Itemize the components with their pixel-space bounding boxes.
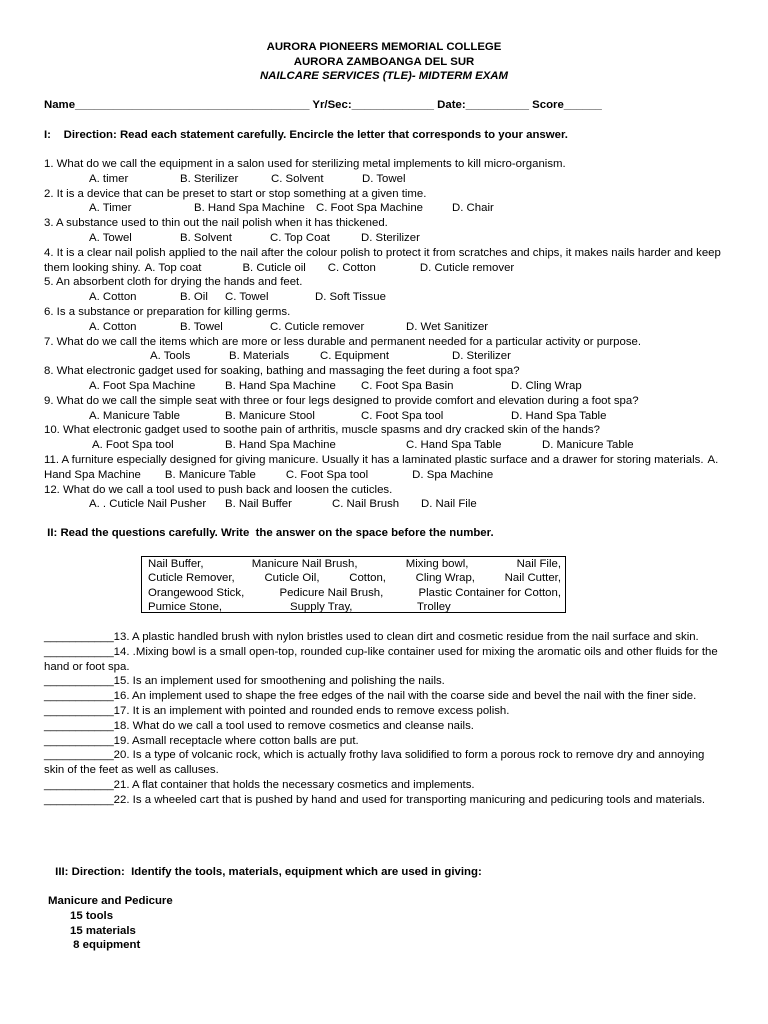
question-8-options [44, 379, 724, 394]
option: A. Timer [89, 202, 132, 215]
word-bank-item: Nail Buffer, [148, 558, 204, 570]
option: A. Cotton [89, 320, 137, 333]
fill-in-item-19: ___________19. Asmall receptacle where cotton balls are put. [44, 734, 359, 747]
option: B. Hand Spa Machine [225, 379, 336, 392]
option: A. Foot Spa tool [92, 439, 174, 452]
option: A. Cotton [89, 291, 137, 304]
question-12-options [44, 497, 724, 512]
option: A. . Cuticle Nail Pusher [89, 498, 207, 511]
part3-list-item: 15 tools [70, 909, 114, 922]
option: A. timer [89, 172, 129, 185]
question-12: 12. What do we call a tool used to push back and loosen the cuticles. [44, 483, 393, 496]
option: C. Foot Spa tool [361, 409, 444, 422]
question-8: 8. What electronic gadget used for soaking, bathing and massaging the feet during a foot spa? [44, 365, 520, 378]
part2-direction: II: Read the questions carefully. Write the answer on the space before the number. [44, 527, 494, 539]
option: D. Towel [362, 172, 406, 185]
fill-in-item-18: ___________18. What do we call a tool used to remove cosmetics and cleanse nails. [44, 719, 474, 732]
option: B. Nail Buffer [225, 498, 292, 511]
option: B. Oil [180, 291, 208, 304]
option: D. Manicure Table [542, 439, 634, 452]
question-10: 10. What electronic gadget used to soothe pain of arthritis, muscle spasms and dry cracked skin of the hands? [44, 424, 600, 437]
fill-in-item-16: ___________16. An implement used to shape the free edges of the nail with the coarse side and bevel the nail with the finer side. [44, 690, 697, 703]
question-11-text: 11. A furniture especially designed for giving manicure. Usually it has a laminated plastic surface and a drawer for storing materials. [44, 453, 704, 466]
option: C. Foot Spa tool [285, 468, 369, 481]
option: A. Manicure Table [89, 409, 180, 422]
word-bank-item: Manicure Nail Brush, [251, 558, 358, 570]
student-info-line: Name_____________________________________ Yr/Sec:_____________ Date:__________ Score______ [44, 99, 602, 111]
fill-in-item-22: ___________22. Is a wheeled cart that is pushed by hand and used for transporting manicuring and pedicuring tools and materials. [44, 793, 706, 806]
word-bank-row [148, 586, 561, 600]
word-bank-item: Plastic Container for Cotton, [418, 586, 561, 599]
question-2-options [44, 201, 724, 216]
option: A. Hand Spa Machine [44, 453, 719, 481]
option: A. Foot Spa Machine [89, 379, 196, 392]
question-7: 7. What do we call the items which are more or less durable and permanent needed for a particular activity or purpose. [44, 335, 642, 348]
option: D. Hand Spa Table [511, 409, 607, 422]
option: D. Sterilizer [452, 350, 511, 363]
word-bank-item: Orangewood Stick, [148, 586, 245, 599]
question-7-options [44, 349, 724, 364]
question-6: 6. Is a substance or preparation for killing germs. [44, 305, 291, 318]
word-bank-row [148, 571, 561, 585]
word-bank-box [141, 556, 566, 613]
word-bank-item: Trolley [417, 601, 451, 614]
option: C. Nail Brush [332, 498, 400, 511]
word-bank-item: Supply Tray, [290, 601, 353, 614]
word-bank-row [148, 600, 561, 614]
option: C. Top Coat [270, 231, 330, 244]
fill-in-item-13: ___________13. A plastic handled brush with nylon bristles used to clean dirt and cosmetic residue from the nail surface and skin. [44, 631, 699, 643]
option: D. Nail File [421, 498, 477, 511]
word-bank-item: Nail File, [516, 558, 561, 570]
option: C. Hand Spa Table [406, 439, 502, 452]
question-1-options [44, 172, 724, 187]
part1-direction: I: Direction: Read each statement carefully. Encircle the letter that corresponds to your answer. [44, 129, 568, 141]
question-4-text: 4. It is a clear nail polish applied to the nail after the colour polish to protect it from scratches and chips, it makes nails harder and keep them looking shiny. [44, 246, 721, 274]
question-5-options [44, 290, 724, 305]
school-location: AURORA ZAMBOANGA DEL SUR [293, 55, 475, 68]
option: C. Solvent [271, 172, 324, 185]
option: A. Tools [150, 350, 191, 363]
question-1: 1. What do we call the equipment in a salon used for sterilizing metal implements to kill micro-organism. [44, 158, 566, 170]
fill-in-item-21: ___________21. A flat container that holds the necessary cosmetics and implements. [44, 778, 475, 791]
option: B. Towel [180, 320, 223, 333]
fill-in-item-20: ___________20. Is a type of volcanic rock, which is actually frothy lava solidified to form a porous rock to remove dry and annoying skin of the feet as well as calluses. [44, 749, 705, 777]
question-5: 5. An absorbent cloth for drying the hands and feet. [44, 276, 303, 289]
option: B. Sterilizer [180, 172, 239, 185]
option: D. Cling Wrap [511, 379, 582, 392]
question-11 [44, 453, 724, 483]
option: B. Cuticle oil [242, 261, 306, 274]
fill-in-item-17: ___________17. It is an implement with pointed and rounded ends to remove excess polish. [44, 704, 510, 717]
fill-in-item-15: ___________15. Is an implement used for smoothening and polishing the nails. [44, 675, 445, 688]
word-bank-item: Cotton, [349, 572, 386, 585]
option: D. Cuticle remover [419, 261, 515, 274]
option: B. Solvent [180, 231, 232, 244]
option: C. Foot Spa Basin [361, 379, 454, 392]
question-4 [44, 246, 724, 276]
option: C. Equipment [320, 350, 390, 363]
option: B. Manicure Stool [225, 409, 315, 422]
word-bank-item: Cuticle Oil, [264, 572, 320, 585]
part2-items [44, 630, 724, 808]
word-bank-row [148, 557, 561, 571]
part3-list [48, 909, 173, 953]
part3-list-item: 15 materials [70, 924, 136, 937]
option: B. Manicure Table [164, 468, 256, 481]
option: C. Foot Spa Machine [316, 202, 423, 215]
option: C. Cotton [327, 261, 376, 274]
option: A. Towel [89, 231, 132, 244]
fill-in-item-14: ___________14. .Mixing bowl is a small open-top, rounded cup-like container used for mixing the aromatic oils and other fluids for the hand or foot spa. [44, 645, 718, 673]
word-bank-item: Cling Wrap, [415, 572, 475, 585]
word-bank-item: Nail Cutter, [504, 572, 561, 585]
option: C. Cuticle remover [270, 320, 365, 333]
exam-subject: NAILCARE SERVICES (TLE)- MIDTERM EXAM [259, 70, 509, 82]
option: B. Hand Spa Machine [194, 202, 305, 215]
school-name: AURORA PIONEERS MEMORIAL COLLEGE [266, 41, 502, 53]
option: D. Soft Tissue [315, 291, 386, 304]
question-6-options [44, 320, 724, 335]
part1-questions [44, 157, 724, 512]
option: D. Chair [452, 202, 494, 215]
option: D. Spa Machine [412, 468, 494, 481]
option: C. Towel [225, 291, 269, 304]
word-bank-item: Mixing bowl, [405, 558, 469, 570]
option: D. Wet Sanitizer [406, 320, 489, 333]
part3-direction: III: Direction: Identify the tools, materials, equipment which are used in giving: [52, 866, 482, 878]
question-10-options [44, 438, 724, 453]
exam-header [0, 40, 768, 84]
question-3: 3. A substance used to thin out the nail polish when it has thickened. [44, 217, 388, 230]
option: B. Materials [229, 350, 290, 363]
part3-topic: Manicure and Pedicure [48, 895, 173, 907]
question-3-options [44, 231, 724, 246]
option: D. Sterilizer [361, 231, 420, 244]
question-2: 2. It is a device that can be preset to start or stop something at a given time. [44, 187, 427, 200]
question-9: 9. What do we call the simple seat with three or four legs designed to provide comfort and elevation during a foot spa? [44, 394, 639, 407]
option: B. Hand Spa Machine [225, 439, 336, 452]
question-9-options [44, 409, 724, 424]
part3-list-item: 8 equipment [70, 939, 141, 952]
part3-section [48, 894, 173, 953]
word-bank-item: Cuticle Remover, [148, 572, 235, 585]
word-bank-item: Pumice Stone, [148, 601, 223, 614]
option: A. Top coat [144, 261, 202, 274]
word-bank-item: Pedicure Nail Brush, [279, 586, 384, 599]
